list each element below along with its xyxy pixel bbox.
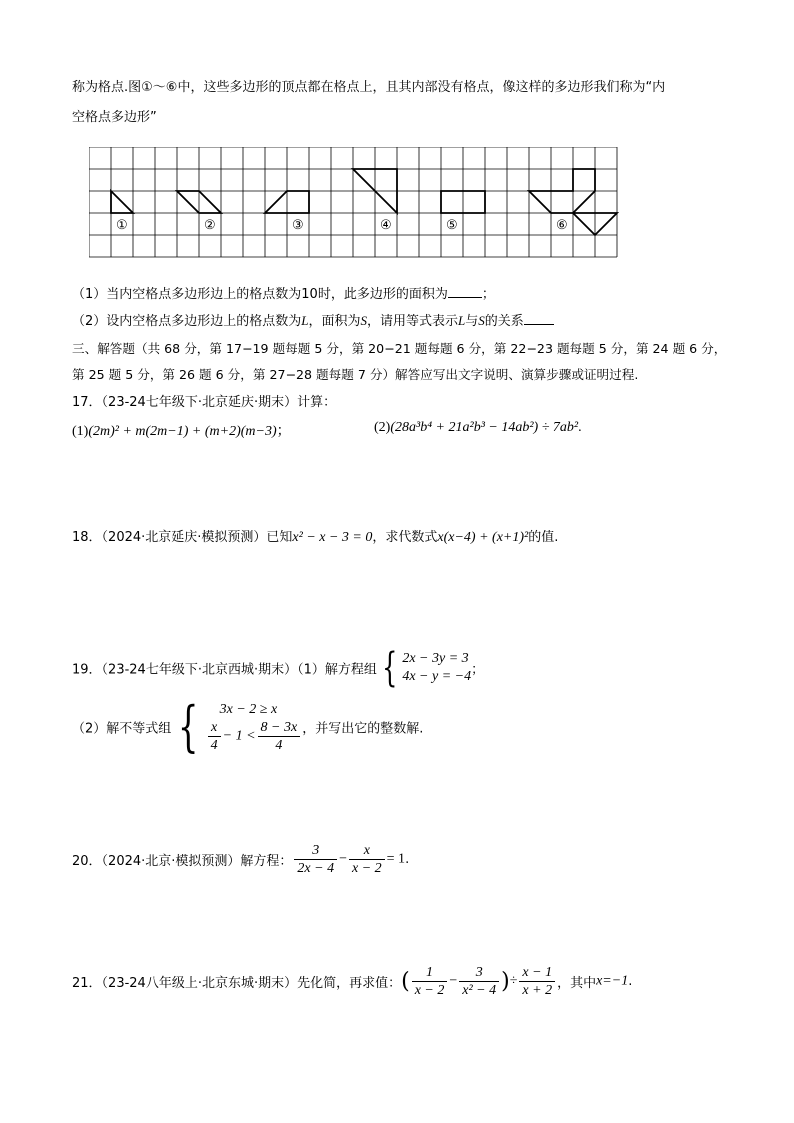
ineq-fraction-left: [208, 719, 221, 754]
figure-label-2: ②: [204, 218, 216, 233]
q16-part-2-text-e: 的关系: [484, 314, 524, 329]
q18-head: 18．（2024·北京延庆·模拟预测）已知: [72, 530, 293, 545]
q19-head: 19．（23-24七年级下·北京西城·期末）（1）解方程组: [72, 662, 377, 678]
q17-expr-1-body: (2m)² + m(2m−1) + (m+2)(m−3): [88, 424, 277, 439]
polygon-1: [111, 191, 133, 213]
q16-part-2: [72, 310, 554, 329]
q20-head: 20．（2024·北京·模拟预测）解方程：: [72, 854, 293, 869]
q21-head: 21．（23-24八年级上·北京东城·期末）先化简，再求值：: [72, 976, 402, 991]
q17-expr-2-body: (28a³b⁴ + 21a²b³ − 14ab²) ÷ 7ab²: [390, 420, 579, 435]
lattice-figure: [89, 147, 619, 259]
figure-label-1: ①: [116, 218, 128, 233]
ineq-left-numerator: x: [208, 719, 221, 737]
q20-fraction-2: [349, 842, 385, 877]
q18-expression: x(x−4) + (x+1)²: [437, 530, 529, 545]
q17-expr-2: [374, 420, 582, 436]
q19-part-2-tail: ，并写出它的整数解.: [302, 721, 424, 737]
grid-lines: [89, 147, 617, 257]
ineq-right-numerator: 8 − 3x: [258, 719, 301, 737]
q18: [72, 526, 558, 546]
figure-label-5: ⑤: [446, 218, 458, 233]
q21: [72, 964, 632, 999]
q21-fraction-2: [459, 964, 499, 999]
ineq-right-denominator: 4: [275, 737, 283, 753]
q21-f3-numerator: x − 1: [519, 964, 555, 982]
intro-line-2: 空格点多边形”: [72, 110, 157, 125]
q21-tail: ，其中: [557, 976, 597, 991]
var-L-2: L: [458, 313, 466, 328]
q20-f1-denominator: 2x − 4: [297, 861, 335, 876]
q16-part-1: [72, 283, 495, 302]
inequality-system: [206, 701, 303, 754]
q16-part-2-text-d: 与: [465, 314, 479, 329]
q20-f2-numerator: x: [349, 842, 385, 860]
q16-part-1-end: ；: [481, 287, 495, 302]
intro-line-1: 称为格点.图①～⑥中，这些多边形的顶点都在格点上，且其内部没有格点，像这样的多边形我们称为“内: [72, 80, 666, 95]
q16-part-2-text-a: （2）设内空格点多边形边上的格点数为: [72, 314, 302, 329]
q21-fraction-3: [519, 964, 555, 999]
q21-f1-numerator: 1: [412, 964, 448, 982]
ineq-fraction-right: [258, 719, 301, 754]
close-paren: ): [501, 969, 510, 994]
q21-f1-denominator: x − 2: [414, 983, 445, 998]
q21-f3-denominator: x + 2: [522, 983, 553, 998]
q17-expr-1-end: ；: [276, 424, 291, 439]
q20-f2-denominator: x − 2: [351, 861, 382, 876]
var-S-2: S: [478, 313, 485, 328]
figure-label-6: ⑥: [556, 218, 568, 233]
equation-1: 2x − 3y = 3: [402, 651, 469, 666]
q21-condition: x=−1: [596, 973, 629, 989]
q21-end: .: [628, 974, 633, 989]
equation-2: 4x − y = −4: [402, 669, 472, 684]
q19-part-1-end: ；: [471, 662, 485, 678]
answer-blank-2[interactable]: [524, 324, 554, 325]
q18-tail: 的值.: [528, 530, 559, 545]
q17-expr-2-end: .: [578, 420, 582, 435]
q19-part-2: [72, 695, 424, 758]
q17-title: 17．（23-24七年级下·北京延庆·期末）计算：: [72, 395, 337, 410]
q17-expr-1: [72, 420, 291, 440]
q20-rhs: = 1: [386, 851, 406, 867]
section-3-line-1: 三、解答题（共 68 分，第 17−19 题每题 5 分，第 20−21 题每题 6 分，第 22−23 题每题 5 分，第 24 题 6 分，: [72, 341, 727, 356]
q21-f2-denominator: x² − 4: [462, 983, 497, 998]
left-brace: {: [381, 645, 398, 691]
left-brace-2: {: [178, 695, 199, 758]
q20-minus: −: [339, 851, 347, 867]
equation-system: [402, 650, 471, 686]
var-L: L: [301, 313, 309, 328]
q19-part-2-head: （2）解不等式组: [72, 721, 172, 737]
inequality-2: [206, 719, 303, 754]
ineq-mid: − 1 <: [222, 728, 256, 744]
q18-mid: ，求代数式: [372, 530, 438, 545]
section-3-line-2: 第 25 题 5 分，第 26 题 6 分，第 27−28 题每题 7 分）解答应写出文字说明、演算步骤或证明过程.: [72, 367, 639, 382]
q19-part-1: [72, 645, 485, 691]
q20-end: .: [405, 852, 410, 867]
q16-part-1-text: （1）当内空格点多边形边上的格点数为10时，此多边形的面积为: [72, 287, 448, 302]
q17-expr-2-label: (2): [374, 420, 391, 435]
figure-label-3: ③: [292, 218, 304, 233]
figure-label-4: ④: [380, 218, 392, 233]
q16-part-2-text-c: ，请用等式表示: [367, 314, 459, 329]
q20-f1-numerator: 3: [294, 842, 337, 860]
inequality-1: 3x − 2 ≥ x: [219, 701, 278, 717]
q17-expr-1-label: (1): [72, 424, 89, 439]
q20: [72, 842, 409, 877]
q21-fraction-1: [412, 964, 448, 999]
q21-f2-numerator: 3: [459, 964, 499, 982]
ineq-left-denominator: 4: [210, 737, 218, 753]
answer-blank-1[interactable]: [448, 297, 482, 298]
q21-divide: ÷: [509, 973, 518, 989]
var-S: S: [360, 313, 368, 328]
q16-part-2-text-b: ，面积为: [308, 314, 361, 329]
q20-fraction-1: [294, 842, 337, 877]
open-paren: (: [401, 969, 410, 994]
q21-minus: −: [449, 973, 458, 989]
q18-condition: x² − x − 3 = 0: [292, 530, 373, 545]
